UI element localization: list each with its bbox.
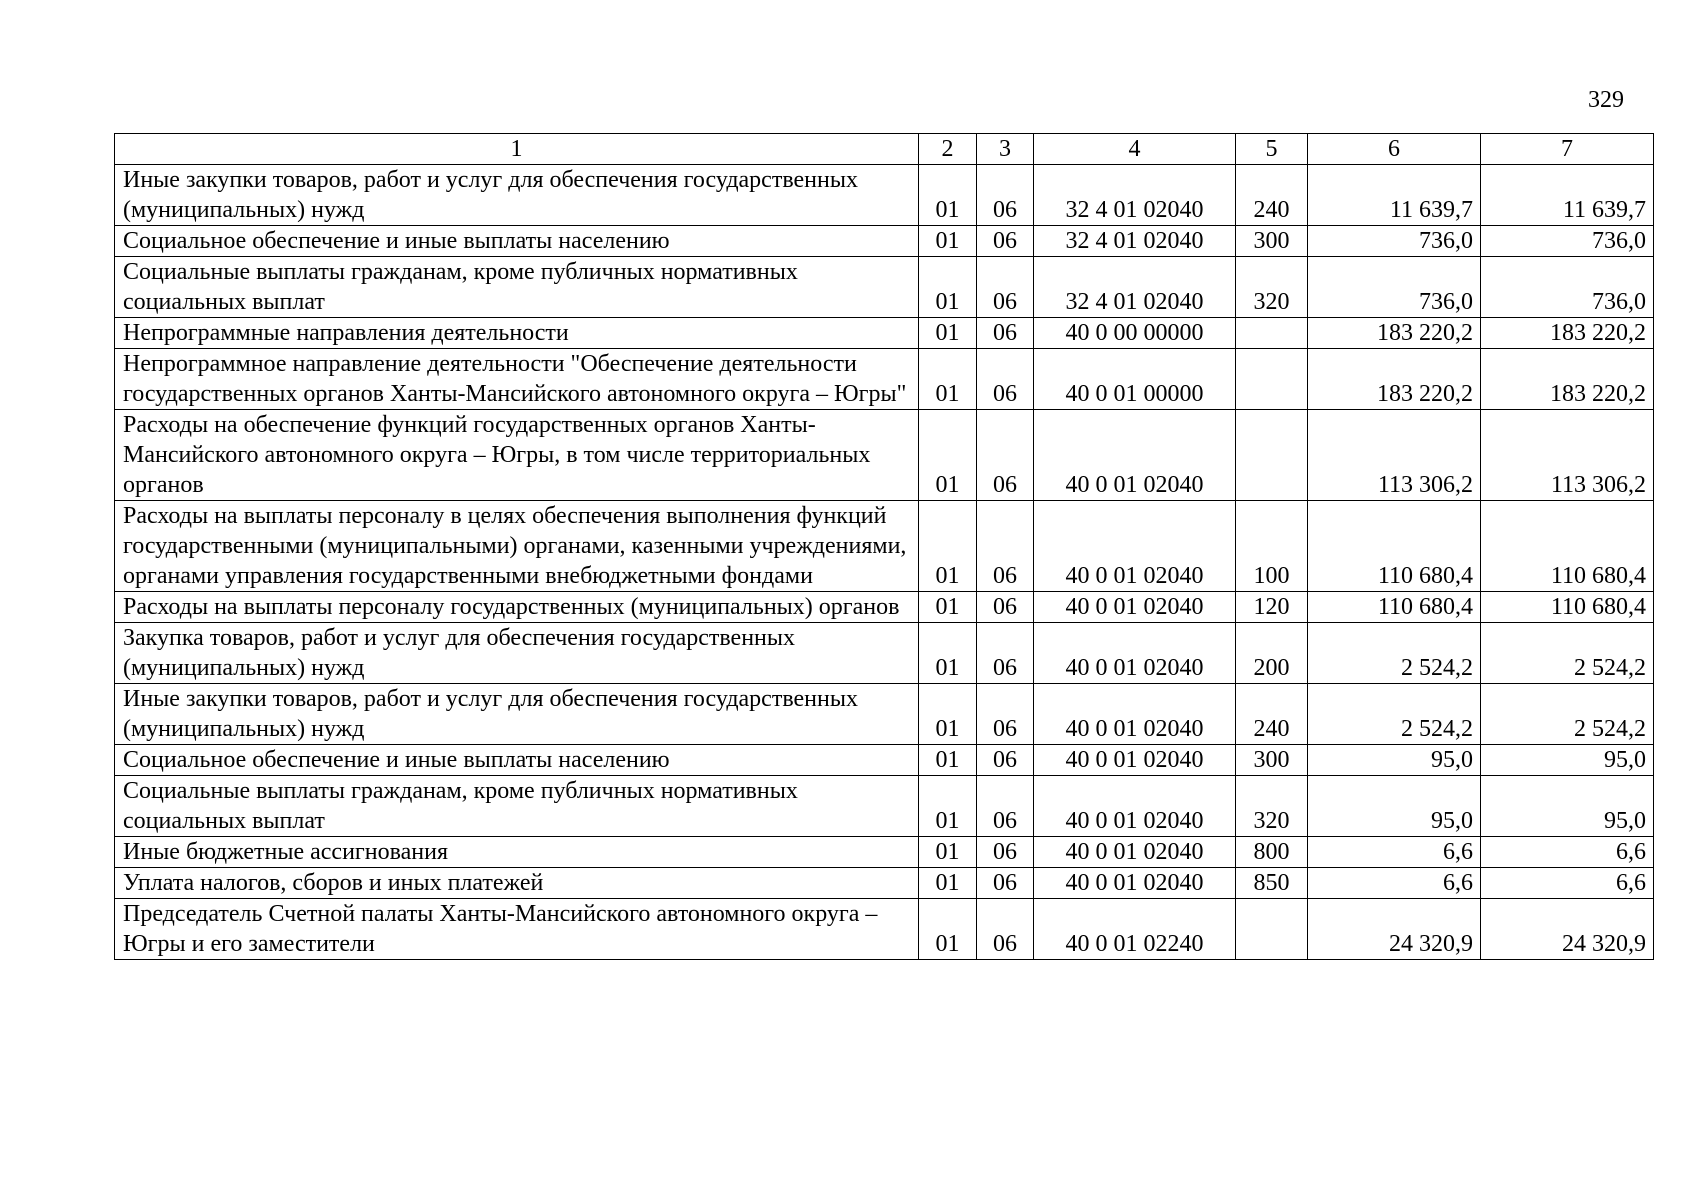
- table-row: [115, 592, 1654, 623]
- subsection-code-cell: 06: [977, 837, 1034, 868]
- target-article-cell: 40 0 01 00000: [1034, 349, 1236, 410]
- amount-cell: 24 320,9: [1481, 899, 1654, 960]
- table-row: [115, 868, 1654, 899]
- amount-cell: 110 680,4: [1308, 501, 1481, 592]
- subsection-code-cell: 06: [977, 776, 1034, 837]
- column-number-header-row: [115, 134, 1654, 165]
- subsection-code-cell: 06: [977, 257, 1034, 318]
- expense-name-cell: Расходы на выплаты персоналу государственных (муниципальных) органов: [115, 592, 919, 623]
- target-article-cell: 40 0 01 02040: [1034, 623, 1236, 684]
- section-code-cell: 01: [919, 776, 977, 837]
- section-code-cell: 01: [919, 257, 977, 318]
- expense-name-cell: Расходы на обеспечение функций государственных органов Ханты-Мансийского автономного округа – Югры, в том числе территориальных органов: [115, 410, 919, 501]
- subsection-code-cell: 06: [977, 165, 1034, 226]
- expense-name-cell: Иные бюджетные ассигнования: [115, 837, 919, 868]
- expense-type-cell: 100: [1236, 501, 1308, 592]
- section-code-cell: 01: [919, 837, 977, 868]
- expense-type-cell: [1236, 410, 1308, 501]
- amount-cell: 113 306,2: [1481, 410, 1654, 501]
- subsection-code-cell: 06: [977, 349, 1034, 410]
- amount-cell: 110 680,4: [1308, 592, 1481, 623]
- target-article-cell: 40 0 01 02040: [1034, 776, 1236, 837]
- table-row: [115, 899, 1654, 960]
- table-row: [115, 501, 1654, 592]
- target-article-cell: 40 0 01 02040: [1034, 501, 1236, 592]
- amount-cell: 24 320,9: [1308, 899, 1481, 960]
- section-code-cell: 01: [919, 349, 977, 410]
- amount-cell: 113 306,2: [1308, 410, 1481, 501]
- amount-cell: 6,6: [1308, 868, 1481, 899]
- target-article-cell: 40 0 01 02040: [1034, 684, 1236, 745]
- amount-cell: 2 524,2: [1481, 623, 1654, 684]
- table-row: [115, 776, 1654, 837]
- subsection-code-cell: 06: [977, 868, 1034, 899]
- expense-name-cell: Иные закупки товаров, работ и услуг для обеспечения государственных (муниципальных) нужд: [115, 165, 919, 226]
- amount-cell: 183 220,2: [1481, 318, 1654, 349]
- expense-type-cell: 320: [1236, 776, 1308, 837]
- table-row: [115, 410, 1654, 501]
- expense-type-cell: 240: [1236, 684, 1308, 745]
- amount-cell: 95,0: [1481, 745, 1654, 776]
- expense-name-cell: Социальное обеспечение и иные выплаты населению: [115, 226, 919, 257]
- expense-type-cell: [1236, 318, 1308, 349]
- amount-cell: 2 524,2: [1308, 684, 1481, 745]
- expense-type-cell: 800: [1236, 837, 1308, 868]
- expense-name-cell: Социальные выплаты гражданам, кроме публичных нормативных социальных выплат: [115, 776, 919, 837]
- amount-cell: 11 639,7: [1481, 165, 1654, 226]
- table-row: [115, 226, 1654, 257]
- expense-name-cell: Социальное обеспечение и иные выплаты населению: [115, 745, 919, 776]
- amount-cell: 110 680,4: [1481, 501, 1654, 592]
- amount-cell: 2 524,2: [1481, 684, 1654, 745]
- target-article-cell: 32 4 01 02040: [1034, 257, 1236, 318]
- column-header: 3: [977, 134, 1034, 165]
- expense-type-cell: 120: [1236, 592, 1308, 623]
- amount-cell: 6,6: [1481, 868, 1654, 899]
- amount-cell: 736,0: [1481, 226, 1654, 257]
- amount-cell: 736,0: [1308, 257, 1481, 318]
- section-code-cell: 01: [919, 899, 977, 960]
- target-article-cell: 40 0 00 00000: [1034, 318, 1236, 349]
- table-row: [115, 318, 1654, 349]
- section-code-cell: 01: [919, 501, 977, 592]
- column-header: 5: [1236, 134, 1308, 165]
- subsection-code-cell: 06: [977, 745, 1034, 776]
- column-header: 6: [1308, 134, 1481, 165]
- expense-name-cell: Председатель Счетной палаты Ханты-Мансийского автономного округа – Югры и его заместители: [115, 899, 919, 960]
- target-article-cell: 32 4 01 02040: [1034, 226, 1236, 257]
- target-article-cell: 40 0 01 02240: [1034, 899, 1236, 960]
- budget-table: [114, 133, 1654, 960]
- expense-type-cell: 300: [1236, 226, 1308, 257]
- expense-name-cell: Расходы на выплаты персоналу в целях обеспечения выполнения функций государственными (муниципальными) органами, казенными учреждениями, органами управления государственными внебюджетными фондами: [115, 501, 919, 592]
- section-code-cell: 01: [919, 745, 977, 776]
- expense-type-cell: 240: [1236, 165, 1308, 226]
- expense-type-cell: [1236, 349, 1308, 410]
- table-row: [115, 257, 1654, 318]
- subsection-code-cell: 06: [977, 318, 1034, 349]
- subsection-code-cell: 06: [977, 592, 1034, 623]
- section-code-cell: 01: [919, 410, 977, 501]
- target-article-cell: 40 0 01 02040: [1034, 410, 1236, 501]
- target-article-cell: 40 0 01 02040: [1034, 868, 1236, 899]
- column-header: 4: [1034, 134, 1236, 165]
- section-code-cell: 01: [919, 868, 977, 899]
- expense-type-cell: [1236, 899, 1308, 960]
- expense-type-cell: 850: [1236, 868, 1308, 899]
- amount-cell: 183 220,2: [1308, 349, 1481, 410]
- amount-cell: 6,6: [1481, 837, 1654, 868]
- expense-name-cell: Уплата налогов, сборов и иных платежей: [115, 868, 919, 899]
- target-article-cell: 40 0 01 02040: [1034, 592, 1236, 623]
- expense-name-cell: Непрограммные направления деятельности: [115, 318, 919, 349]
- column-header: 2: [919, 134, 977, 165]
- amount-cell: 95,0: [1308, 745, 1481, 776]
- amount-cell: 110 680,4: [1481, 592, 1654, 623]
- section-code-cell: 01: [919, 592, 977, 623]
- expense-name-cell: Социальные выплаты гражданам, кроме публичных нормативных социальных выплат: [115, 257, 919, 318]
- table-row: [115, 165, 1654, 226]
- amount-cell: 183 220,2: [1481, 349, 1654, 410]
- target-article-cell: 40 0 01 02040: [1034, 745, 1236, 776]
- expense-type-cell: 320: [1236, 257, 1308, 318]
- table-row: [115, 349, 1654, 410]
- page-number: 329: [1588, 87, 1624, 113]
- section-code-cell: 01: [919, 226, 977, 257]
- subsection-code-cell: 06: [977, 684, 1034, 745]
- subsection-code-cell: 06: [977, 501, 1034, 592]
- target-article-cell: 40 0 01 02040: [1034, 837, 1236, 868]
- expense-type-cell: 300: [1236, 745, 1308, 776]
- target-article-cell: 32 4 01 02040: [1034, 165, 1236, 226]
- expense-name-cell: Иные закупки товаров, работ и услуг для обеспечения государственных (муниципальных) нужд: [115, 684, 919, 745]
- expense-name-cell: Закупка товаров, работ и услуг для обеспечения государственных (муниципальных) нужд: [115, 623, 919, 684]
- subsection-code-cell: 06: [977, 226, 1034, 257]
- amount-cell: 6,6: [1308, 837, 1481, 868]
- table-row: [115, 623, 1654, 684]
- table-row: [115, 837, 1654, 868]
- expense-name-cell: Непрограммное направление деятельности "Обеспечение деятельности государственных органов Ханты-Мансийского автономного округа – Югры": [115, 349, 919, 410]
- subsection-code-cell: 06: [977, 623, 1034, 684]
- column-header: 7: [1481, 134, 1654, 165]
- section-code-cell: 01: [919, 623, 977, 684]
- amount-cell: 11 639,7: [1308, 165, 1481, 226]
- expense-type-cell: 200: [1236, 623, 1308, 684]
- subsection-code-cell: 06: [977, 899, 1034, 960]
- amount-cell: 2 524,2: [1308, 623, 1481, 684]
- amount-cell: 736,0: [1308, 226, 1481, 257]
- amount-cell: 183 220,2: [1308, 318, 1481, 349]
- section-code-cell: 01: [919, 318, 977, 349]
- amount-cell: 95,0: [1308, 776, 1481, 837]
- amount-cell: 95,0: [1481, 776, 1654, 837]
- section-code-cell: 01: [919, 165, 977, 226]
- table-row: [115, 745, 1654, 776]
- subsection-code-cell: 06: [977, 410, 1034, 501]
- table-row: [115, 684, 1654, 745]
- column-header: 1: [115, 134, 919, 165]
- section-code-cell: 01: [919, 684, 977, 745]
- amount-cell: 736,0: [1481, 257, 1654, 318]
